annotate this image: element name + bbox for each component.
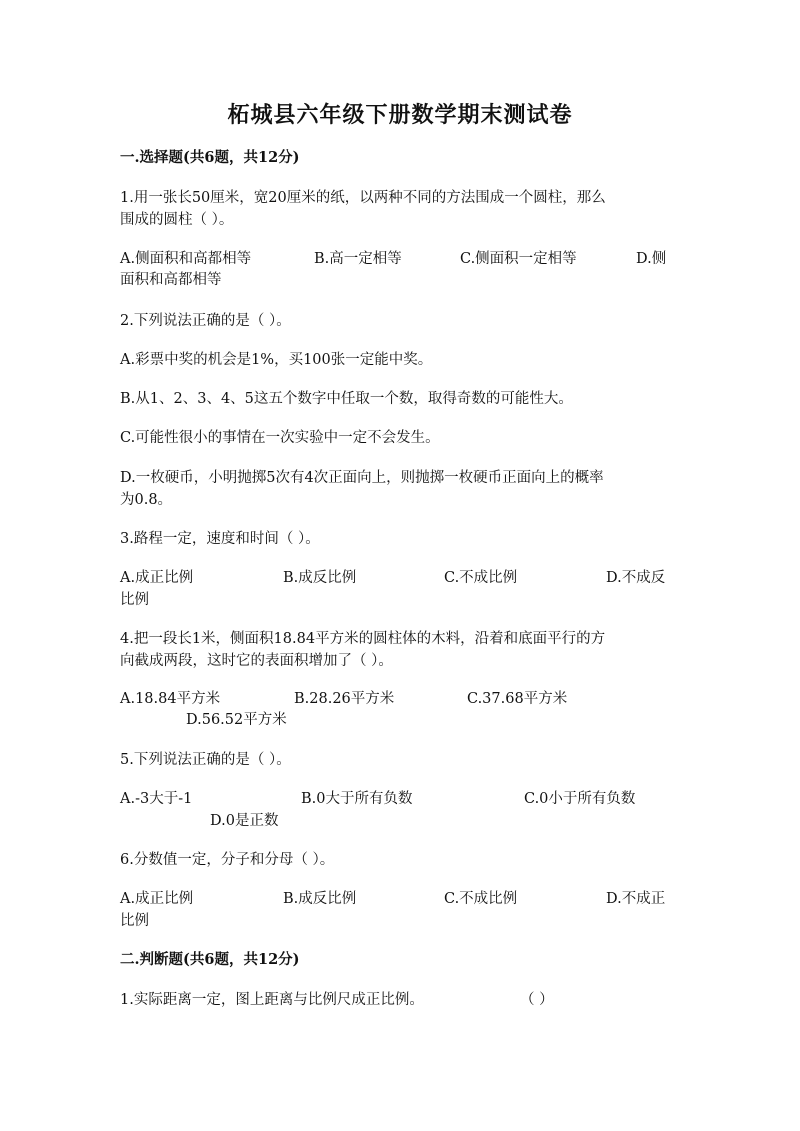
question-3-option-a: A.成正比例 <box>120 570 194 586</box>
question-4-stem-line2: 向截成两段，这时它的表面积增加了（ ）。 <box>120 653 393 669</box>
question-4-option-a: A.18.84平方米 <box>120 691 221 707</box>
question-1-stem-line1: 1.用一张长50厘米，宽20厘米的纸，以两种不同的方法围成一个圆柱，那么 <box>120 190 606 206</box>
section-heading-choice: 一.选择题(共6题，共12分) <box>120 149 300 166</box>
question-5-option-c: C.0小于所有负数 <box>524 791 636 807</box>
question-3-option-b: B.成反比例 <box>283 570 357 586</box>
question-1-option-d-part1: D.侧 <box>636 251 667 267</box>
question-2-option-d-line2: 为0.8。 <box>120 492 173 508</box>
question-2-option-a: A.彩票中奖的机会是1%，买100张一定能中奖。 <box>120 352 433 368</box>
question-5-stem: 5.下列说法正确的是（ ）。 <box>120 752 291 768</box>
question-1-option-d-part2: 面积和高都相等 <box>120 272 222 288</box>
question-1-stem-line2: 围成的圆柱（ ）。 <box>120 212 234 228</box>
question-1-option-a: A.侧面积和高都相等 <box>120 251 252 267</box>
question-5-option-a: A.-3大于-1 <box>120 791 193 807</box>
question-1-option-b: B.高一定相等 <box>314 251 402 267</box>
question-3-stem: 3.路程一定，速度和时间（ ）。 <box>120 531 320 547</box>
question-5-option-b: B.0大于所有负数 <box>301 791 413 807</box>
question-6-stem: 6.分数值一定，分子和分母（ ）。 <box>120 852 335 868</box>
question-2-option-c: C.可能性很小的事情在一次实验中一定不会发生。 <box>120 430 440 446</box>
question-3-option-d-part1: D.不成反 <box>606 570 666 586</box>
question-6-option-b: B.成反比例 <box>283 891 357 907</box>
question-4-stem-line1: 4.把一段长1米，侧面积18.84平方米的圆柱体的木料，沿着和底面平行的方 <box>120 631 606 647</box>
question-3-option-d-part2: 比例 <box>120 592 149 608</box>
question-6-option-d-part2: 比例 <box>120 913 149 929</box>
question-6-option-c: C.不成比例 <box>444 891 518 907</box>
question-4-option-c: C.37.68平方米 <box>467 691 568 707</box>
question-2-option-d-line1: D.一枚硬币，小明抛掷5次有4次正面向上，则抛掷一枚硬币正面向上的概率 <box>120 470 604 486</box>
question-2-option-b: B.从1、2、3、4、5这五个数字中任取一个数，取得奇数的可能性大。 <box>120 391 573 407</box>
question-6-option-a: A.成正比例 <box>120 891 194 907</box>
judgment-question-1-stem: 1.实际距离一定，图上距离与比例尺成正比例。 <box>120 992 424 1008</box>
question-2-stem: 2.下列说法正确的是（ ）。 <box>120 313 291 329</box>
question-5-option-d: D.0是正数 <box>210 813 279 829</box>
section-heading-judgment: 二.判断题(共6题，共12分) <box>120 951 300 968</box>
page-title: 柘城县六年级下册数学期末测试卷 <box>227 102 573 128</box>
question-6-option-d-part1: D.不成正 <box>606 891 666 907</box>
question-1-option-c: C.侧面积一定相等 <box>460 251 577 267</box>
question-4-option-b: B.28.26平方米 <box>294 691 395 707</box>
question-4-option-d: D.56.52平方米 <box>186 712 287 728</box>
judgment-question-1-answer-blank[interactable]: （ ） <box>520 992 554 1008</box>
question-3-option-c: C.不成比例 <box>444 570 518 586</box>
